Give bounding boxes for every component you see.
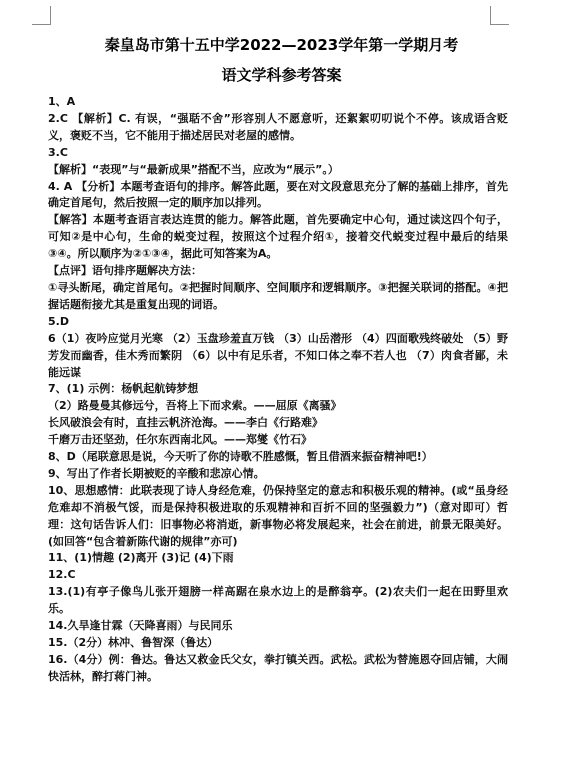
document-title: 秦皇岛市第十五中学2022—2023学年第一学期月考	[104, 36, 459, 54]
answer-line-13: 13.(1)有亭子像鸟儿张开翅膀一样高踞在泉水边上的是醉翁亭。(2)农夫们一起在田野里欢乐。	[48, 585, 508, 616]
answer-line-14: 14.久旱逢甘霖（天降喜雨）与民同乐	[48, 619, 233, 633]
answer-line-4-comment: 【点评】语句排序题解决方法：	[48, 264, 202, 278]
page-corner-mark-right	[490, 6, 509, 25]
answer-line-7-quote-3: 千磨万击还坚劲，任尔东西南北风。——郑燮《竹石》	[48, 433, 312, 447]
answer-line-16: 16.（4分）例：鲁达。鲁达又救金氏父女，拳打镇关西。武松。武松为替施恩夺回店铺，大闹快活林，醉打蒋门神。	[48, 652, 508, 683]
answer-line-10: 10、思想感情：此联表现了诗人身经危难，仍保持坚定的意志和积极乐观的精神。(或“虽身经危难却不消极气馁，而是保持积极进取的乐观精神和百折不回的坚强毅力”)（意对即可）哲理：这句话告诉人们：旧事物必将消逝，新事物必将发展起来，社会在前进，前景无限美好。(如回答“包含着新陈代谢的规律”亦可)	[48, 483, 508, 548]
answer-line-15: 15.（2分）林冲、鲁智深（鲁达）	[48, 636, 219, 649]
answer-line-4-method: ①寻头断尾，确定首尾句。②把握时间顺序、空间顺序和逻辑顺序。③把握关联词的搭配。④把握话题衔接尤其是重复出现的词语。	[48, 280, 508, 311]
answer-line-5: 5.D	[48, 314, 69, 328]
answer-line-3: 3.C	[48, 145, 68, 159]
answer-line-12: 12.C	[48, 568, 76, 582]
answer-line-2: 2.C 【解析】C. 有误，“强聒不舍”形容别人不愿意听，还絮絮叨叨说个不停。该成语含贬义，褒贬不当，它不能用于描述居民对老屋的感情。	[48, 111, 508, 142]
page-corner-mark-left	[32, 6, 51, 25]
answer-line-4-solution: 【解答】本题考查语言表达连贯的能力。解答此题，首先要确定中心句，通过读这四个句子，可知②是中心句，生命的蜕变过程，按照这个过程介绍①，接着交代蜕变过程中最后的结果③④。所以顺序为②①③④，据此可知答案为A。	[48, 213, 508, 261]
answer-line-9: 9、写出了作者长期被贬的辛酸和悲凉心情。	[48, 466, 265, 480]
answer-line-3-analysis: 【解析】“表现”与“最新成果”搭配不当，应改为“展示”。）	[48, 162, 339, 176]
answer-line-7-2: （2）路曼曼其修远兮，吾将上下而求索。——屈原《离骚》	[48, 399, 342, 413]
document-subtitle: 语文学科参考答案	[221, 66, 342, 84]
answer-line-11: 11、(1)情趣 (2)离开 (3)记 (4)下雨	[48, 551, 234, 565]
answer-line-7: 7、(1) 示例：杨帆起航铸梦想	[48, 382, 199, 396]
answer-line-6: 6（1）夜吟应觉月光寒 （2）玉盘珍羞直万钱 （3）山岳潜形 （4）四面歌残终破处 （5）野芳发而幽香，佳木秀而繁阴 （6）以中有足乐者，不知口体之奉不若人也 （7）肉食者鄙，未能远谋	[48, 331, 508, 379]
answer-line-7-quote-2: 长风破浪会有时，直挂云帆济沧海。——李白《行路难》	[48, 416, 323, 430]
answer-line-1: 1、A	[48, 95, 76, 108]
answer-line-8: 8、D（尾联意思是说，今天听了你的诗歌不胜感慨，暂且借酒来振奋精神吧!）	[48, 450, 433, 464]
answer-line-4: 4. A 【分析】本题考查语句的排序。解答此题，要在对文段意思充分了解的基础上排序，首先确定首尾句，然后按照一定的顺序加以排列。	[48, 179, 508, 210]
answer-body	[48, 94, 508, 686]
